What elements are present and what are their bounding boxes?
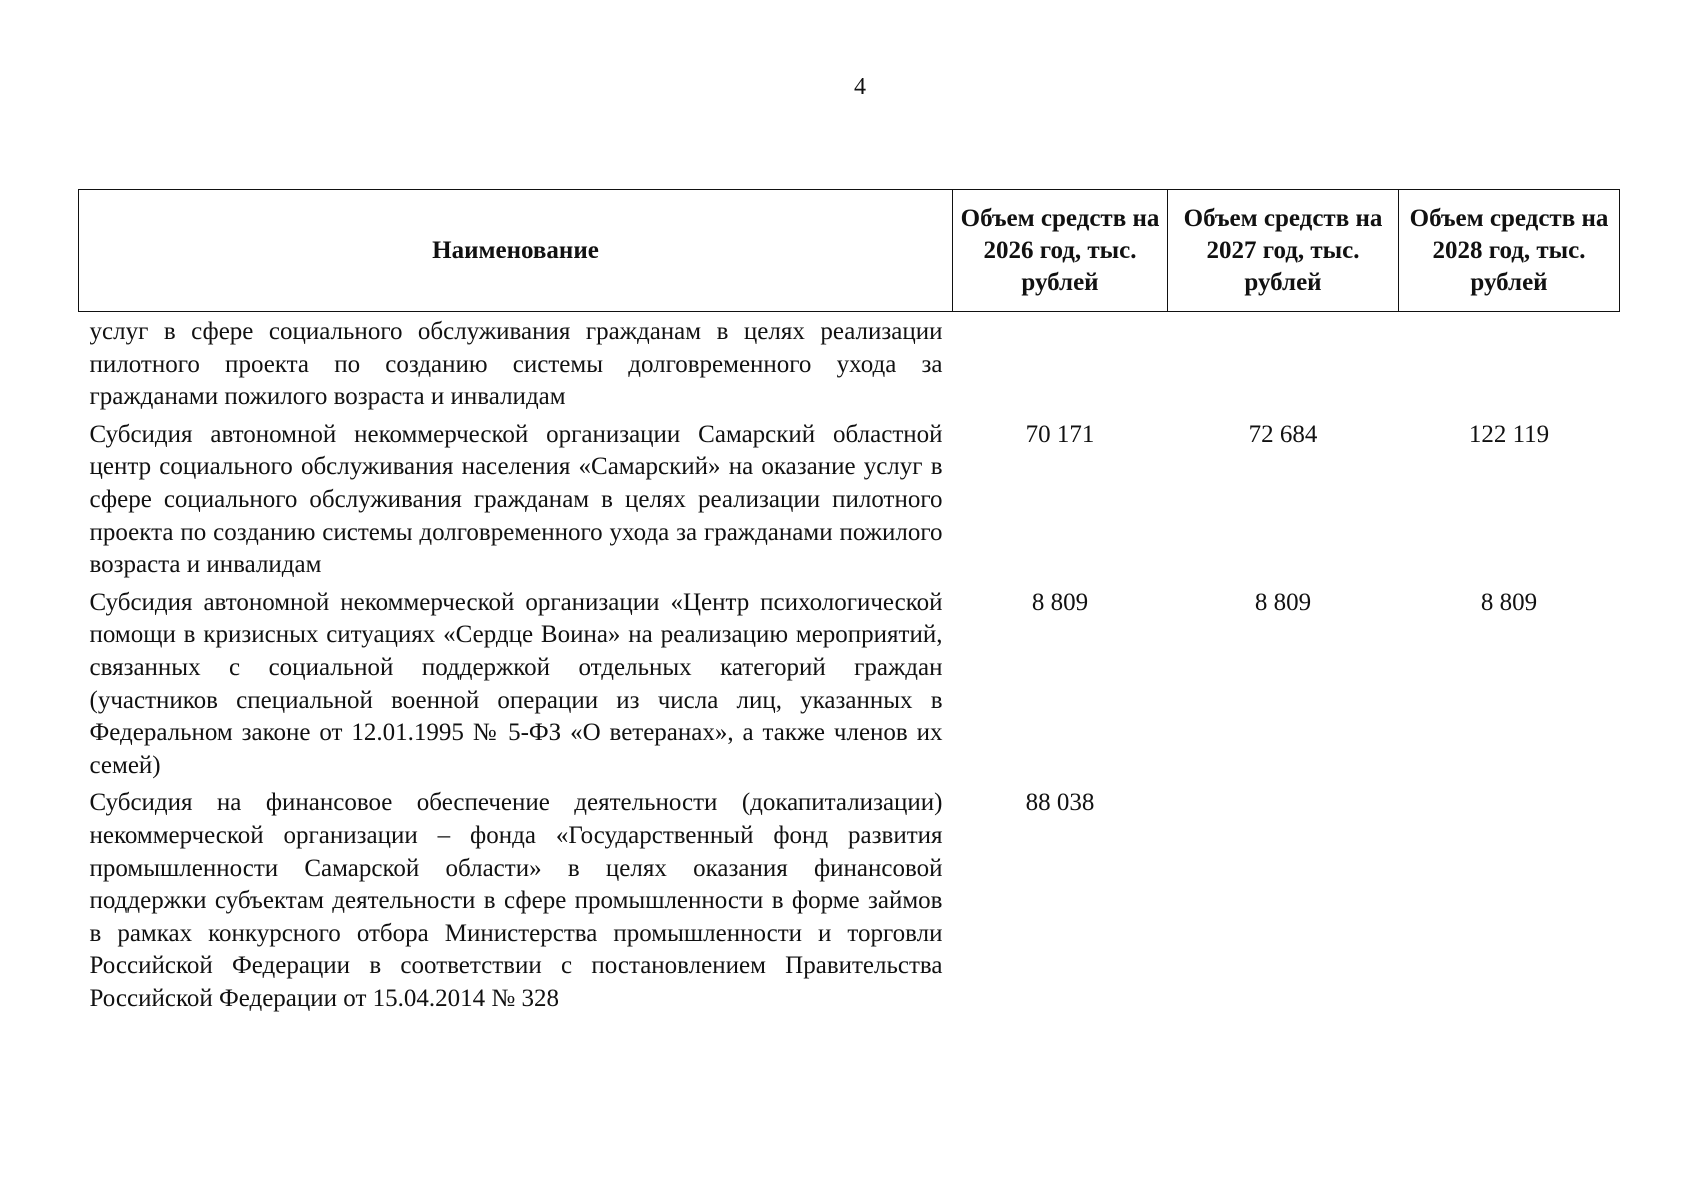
table-row xyxy=(79,416,1620,584)
header-name: Наименование xyxy=(79,190,953,312)
row-name: услуг в сфере социального обслуживания гражданам в целях реализации пилотного проекта по созданию системы долговременного ухода за гражданами пожилого возраста и инвалидам xyxy=(89,318,943,411)
row-volume-2026: 8 809 xyxy=(1031,588,1089,616)
row-volume-2027: 8 809 xyxy=(1254,588,1312,616)
row-volume-2028 xyxy=(1399,312,1620,416)
header-volume-2028: Объем средств на 2028 год, тыс. рублей xyxy=(1399,190,1620,312)
table-row xyxy=(79,584,1620,785)
header-volume-2027: Объем средств на 2027 год, тыс. рублей xyxy=(1168,190,1399,312)
row-volume-2026 xyxy=(953,312,1168,416)
row-volume-2027 xyxy=(1168,784,1399,1017)
row-volume-2027 xyxy=(1168,312,1399,416)
header-row xyxy=(79,190,1620,312)
row-name: Субсидия автономной некоммерческой организации Самарский областной центр социального обслуживания населения «Самарский» на оказание услуг в сфере социального обслуживания гражданам в целях реализации пилотного проекта по созданию системы долговременного ухода за гражданами пожилого возраста и инвалидам xyxy=(89,420,943,579)
row-volume-2028: 8 809 xyxy=(1480,588,1538,616)
row-name: Субсидия на финансовое обеспечение деятельности (докапитализации) некоммерческой организации – фонда «Государственный фонд развития промышленности Самарской области» в целях оказания финансовой поддержки субъектам деятельности в сфере промышленности в форме займов в рамках конкурсного отбора Министерства промышленности и торговли Российской Федерации в соответствии с постановлением Правительства Российской Федерации от 15.04.2014 № 328 xyxy=(89,789,943,1012)
funding-table xyxy=(78,189,1620,1017)
row-volume-2027: 72 684 xyxy=(1248,420,1318,448)
header-volume-2026: Объем средств на 2026 год, тыс. рублей xyxy=(953,190,1168,312)
table-body xyxy=(79,312,1620,1018)
table-row xyxy=(79,784,1620,1017)
row-name: Субсидия автономной некоммерческой организации «Центр психологической помощи в кризисных ситуациях «Сердце Воина» на реализацию мероприятий, связанных с социальной поддержкой отдельных категорий граждан (участников специальной военной операции из числа лиц, указанных в Федеральном законе от 12.01.1995 № 5-ФЗ «О ветеранах», а также членов их семей) xyxy=(89,588,943,779)
row-volume-2028 xyxy=(1399,784,1620,1017)
page-number: 4 xyxy=(854,74,866,100)
row-volume-2026: 70 171 xyxy=(1025,420,1095,448)
row-volume-2028: 122 119 xyxy=(1468,420,1550,448)
table-row xyxy=(79,312,1620,416)
row-volume-2026: 88 038 xyxy=(1025,789,1095,817)
table-header xyxy=(79,190,1620,312)
